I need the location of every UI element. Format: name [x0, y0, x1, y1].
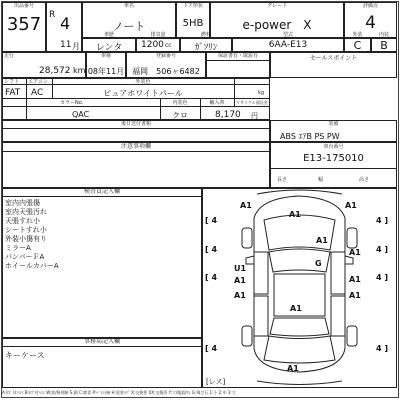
office-line	[2, 346, 202, 347]
mark-right-4: 4 ]	[376, 245, 389, 254]
model-code-value: 6AA-E13	[268, 40, 308, 50]
cert-divider	[206, 60, 270, 61]
mark-g-roof: G	[315, 259, 322, 268]
model-month-unit: 月	[72, 42, 80, 51]
inspection-notes	[5, 199, 59, 271]
lot-number: 357	[6, 14, 42, 35]
inspector-label: 検査員記入欄	[83, 188, 120, 195]
model-year: 4	[60, 14, 71, 33]
mark-a1-rear-bumper: A1	[287, 364, 299, 373]
right-front-door	[331, 252, 345, 294]
mark-left-4: [ 4	[205, 245, 218, 254]
later-docs-label: 後日送付書類	[120, 121, 151, 127]
note-1: 室内内張傷	[5, 199, 40, 207]
ext-color-value: ピュアホワイトパール	[103, 89, 183, 98]
score-label: 評価点	[362, 3, 378, 9]
note-6: ミラーA	[5, 244, 31, 252]
mirror-left	[246, 256, 254, 264]
int-color-value: クロ	[172, 111, 188, 120]
chassis-label: 車台番号	[323, 144, 344, 150]
recycle-unit: 円	[251, 112, 258, 120]
rear-glass-panel	[270, 318, 329, 336]
recycle-label: リサイクル預託金	[236, 100, 268, 105]
mark-bottom-left-brace-4: [ 4	[205, 344, 218, 353]
inspector-line	[2, 196, 202, 197]
color-no-value: QAC	[72, 110, 90, 119]
displacement-value: 1200	[141, 40, 164, 50]
wheel-fl	[242, 228, 252, 248]
equipment-value: ABS ｴｱB PS PW	[280, 132, 340, 141]
office-label: 事務局記入欄	[83, 338, 120, 345]
mark-a1-right-rear: A1	[349, 275, 361, 284]
weight-label: kg	[258, 90, 265, 96]
model-code-label: 型式	[282, 32, 293, 38]
note-4: シートすれ小	[5, 226, 47, 234]
note-7: バンパーＦA	[5, 253, 45, 261]
front-brace-line	[257, 190, 342, 194]
doors-label: ドア形状	[183, 3, 203, 9]
mark-a1-left-rear: A1	[234, 276, 246, 285]
plate-label: 登録番号	[155, 53, 176, 59]
car-name-label: 車名	[123, 3, 134, 9]
sales-point-label: セールスポイント	[309, 55, 358, 62]
spec-row-line-3	[2, 106, 270, 107]
usage-label: 車歴	[103, 32, 114, 38]
shaken-label: 車検	[100, 53, 111, 59]
int-color-label: 内装色	[172, 100, 188, 106]
shaken-value: 08年11月	[87, 67, 125, 76]
mileage-unit: km	[73, 66, 86, 75]
mark-u1-left-door: U1	[234, 264, 247, 273]
aircon-label: エアコン	[28, 79, 48, 85]
aircon-value: AC	[31, 88, 44, 98]
note-5: 外装小傷有り	[5, 235, 47, 243]
height-label: 高さ	[359, 177, 370, 183]
wheel-fr	[347, 228, 357, 248]
usage-value: レンタ	[95, 43, 123, 53]
grade-value: e-power X	[242, 18, 312, 32]
displacement-unit: cc	[165, 42, 172, 49]
ext-color-label: 外装色	[135, 79, 151, 85]
note-8: ホイールカバーA	[5, 262, 59, 270]
lot-label: 出品番号	[13, 3, 34, 9]
left-rear-door	[254, 296, 268, 336]
plate-value: 福岡 506ヶ6482	[132, 67, 200, 76]
doors-value: 5HB	[182, 18, 204, 29]
recycle-value: 8,170	[215, 110, 241, 120]
mark-a1-front-right: A1	[345, 201, 357, 210]
left-front-door	[254, 252, 268, 294]
mark-a1-right-quarter: A1	[349, 291, 361, 300]
mark-a1-front-left: A1	[240, 201, 252, 210]
int-score-label: 内装	[378, 32, 389, 38]
era-label: R	[49, 10, 56, 20]
later-docs-line	[2, 128, 270, 129]
int-score-value: B	[380, 39, 388, 52]
ext-score-value: C	[353, 39, 362, 52]
grade-label: グレード	[266, 3, 287, 9]
note-3: 天張すれ小	[5, 217, 40, 225]
lens-label: [レス]	[206, 378, 226, 386]
legend-footnote: A:ｷｽﾞ U:ﾍｺﾐ B:ｷｽﾞ付ﾍｺﾐ W:波/修理跡 S:錆 C:腐食 P:ﾍﾟｲﾝﾄ跡 H:塗装ﾊｹﾞ X:交換要 XX:交換済 Y:穴/亀裂/ﾜﾚ G:飛び石 1:小 2:中 3:大	[2, 390, 236, 395]
chassis-value: E13-175010	[303, 153, 364, 164]
fuel-label: 燃料	[200, 32, 211, 38]
mileage-value: 28,572	[39, 66, 71, 76]
mark-bottom-right-brace-4: 4 ]	[376, 344, 389, 353]
remarks-line	[2, 151, 270, 152]
mark-a1-windshield: A1	[316, 236, 328, 245]
mark-a1-trunk: A1	[290, 304, 302, 313]
equipment-label: 装備	[328, 121, 339, 127]
shift-value: FAT	[5, 88, 21, 98]
mark-bottom-right-4: 4 ]	[376, 273, 389, 282]
length-label: 長さ	[277, 177, 288, 183]
displacement-label: 排気量	[150, 32, 166, 38]
mark-bottom-left-4: [ 4	[205, 273, 218, 282]
model-month: 11	[60, 40, 72, 50]
width-label: 幅	[318, 177, 324, 183]
mileage-label: 走行	[4, 53, 15, 59]
trunk-panel	[264, 336, 335, 363]
fuel-value: ｶﾞｿﾘﾝ	[194, 43, 218, 53]
note-2: 室内天張汚れ	[5, 208, 47, 216]
cert-label: 保証書有・取説有	[217, 53, 258, 59]
score-value: 4	[365, 13, 376, 33]
shift-label: シフト	[4, 79, 20, 85]
mirror-right	[345, 256, 353, 264]
wheel-rl	[242, 326, 252, 346]
office-value: キーケース	[5, 351, 45, 360]
mark-a1-left-quarter: A1	[234, 291, 246, 300]
wheel-rr	[347, 326, 357, 346]
mark-a1-right-door: A1	[349, 248, 361, 257]
remarks-label: 注意事項欄	[120, 143, 151, 150]
ext-score-label: 外装	[352, 32, 363, 38]
spec-col-line-1	[26, 78, 27, 120]
color-no-label: カラーNo.	[60, 100, 84, 106]
right-rear-door	[331, 296, 345, 336]
car-name: ノート	[112, 20, 146, 33]
mark-top-right-4: 4 ]	[376, 216, 389, 225]
mark-a1-hood: A1	[289, 210, 301, 219]
chassis-line	[270, 168, 397, 169]
rear-brace-line	[257, 381, 342, 385]
mark-top-left-4: [ 4	[205, 216, 218, 225]
import-label: 輸入車	[209, 100, 225, 106]
